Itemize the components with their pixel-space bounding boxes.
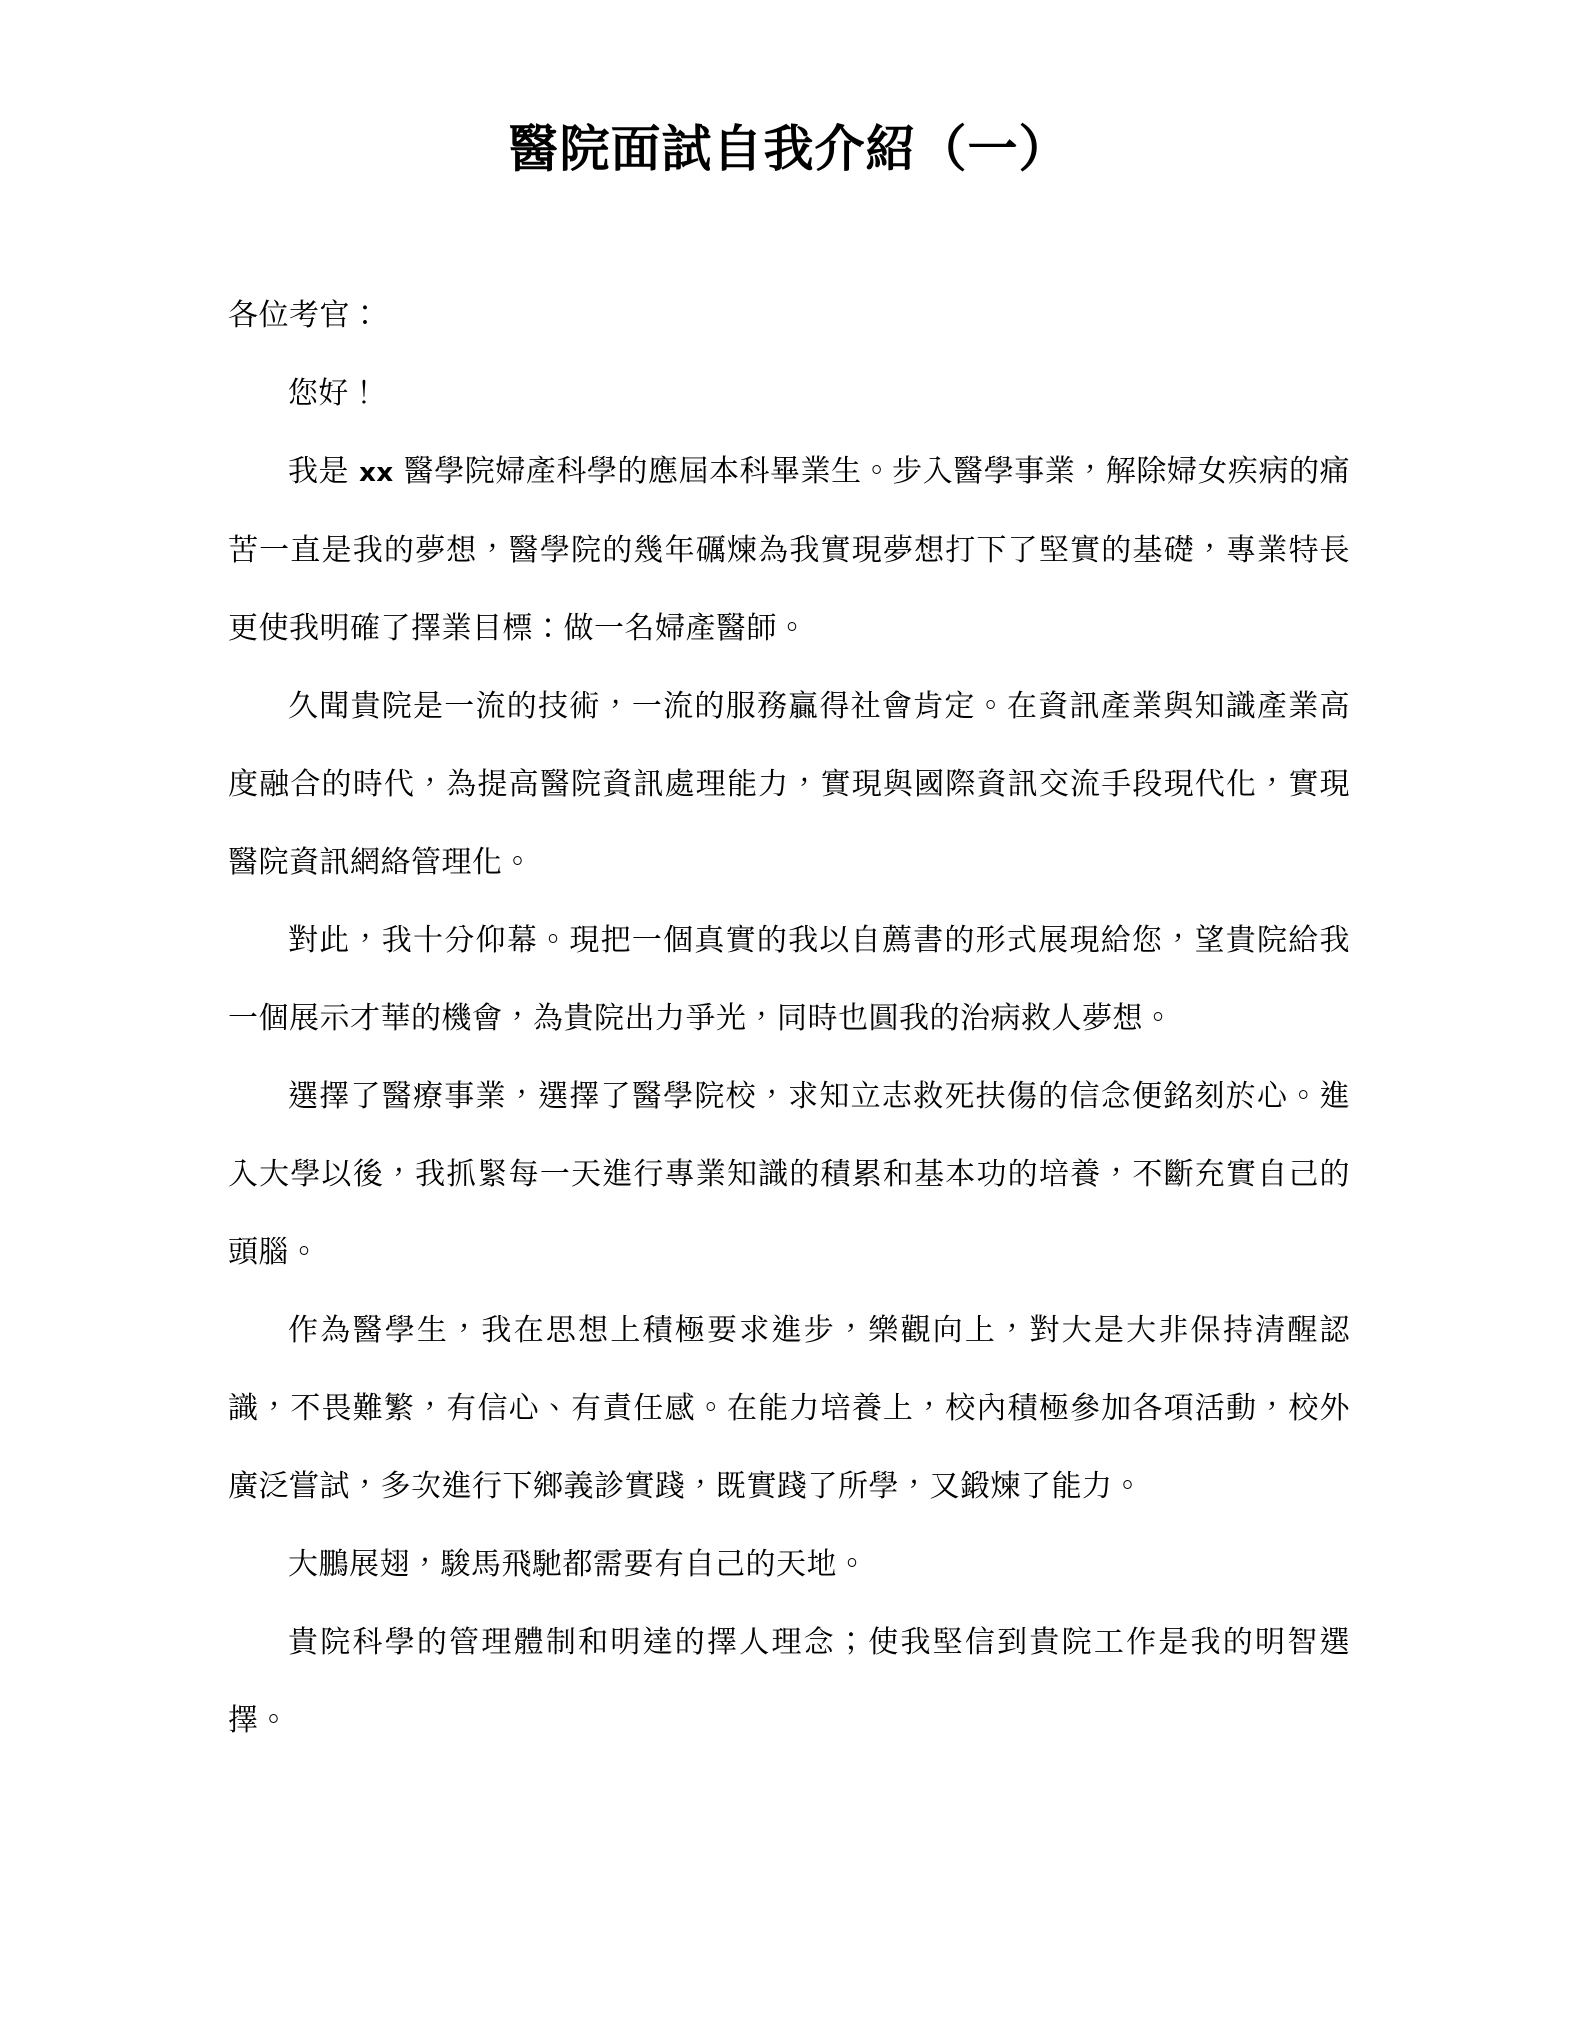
paragraph-admiration: 對此，我十分仰幕。現把一個真實的我以自薦書的形式展現給您，望貴院給我一個展示才華的機會，為貴院出力爭光，同時也圓我的治病救人夢想。 [228,922,1350,1036]
paragraph-intro-latin-token: xx [359,457,394,488]
paragraph-hospital-praise: 久聞貴院是一流的技術，一流的服務贏得社會肯定。在資訊產業與知識產業高度融合的時代，為提高醫院資訊處理能力，實現與國際資訊交流手段現代化，實現醫院資訊網絡管理化。 [228,688,1350,880]
salutation-line: 各位考官： [228,297,381,333]
paragraph-intro [228,433,1350,668]
document-content [228,0,1350,1760]
document-body [228,277,1350,1760]
paragraph-intro-text-before: 我是 [288,453,360,489]
paragraph-career-choice: 選擇了醫療事業，選擇了醫學院校，求知立志救死扶傷的信念便銘刻於心。進入大學以後，我抓緊每一天進行專業知識的積累和基本功的培養，不斷充實自己的頭腦。 [228,1078,1350,1270]
paragraph-student-qualities: 作為醫學生，我在思想上積極要求進步，樂觀向上，對大是大非保持清醒認識，不畏難繁，有信心、有責任感。在能力培養上，校內積極參加各項活動，校外廣泛嘗試，多次進行下鄉義診實踐，既實踐了所學，又鍛煉了能力。 [228,1312,1350,1504]
paragraph-idiom: 大鵬展翅，駿馬飛馳都需要有自己的天地。 [288,1546,868,1582]
greeting-line: 您好！ [288,375,380,411]
paragraph-conclusion: 貴院科學的管理體制和明達的擇人理念；使我堅信到貴院工作是我的明智選擇。 [228,1624,1350,1738]
page-title: 醫院面試自我介紹（一） [508,119,1070,178]
paragraph-intro-text-after: 醫學院婦產科學的應屆本科畢業生。步入醫學事業，解除婦女疾病的痛苦一直是我的夢想，醫學院的幾年礪煉為我實現夢想打下了堅實的基礎，專業特長更使我明確了擇業目標：做一名婦產醫師。 [228,453,1350,646]
